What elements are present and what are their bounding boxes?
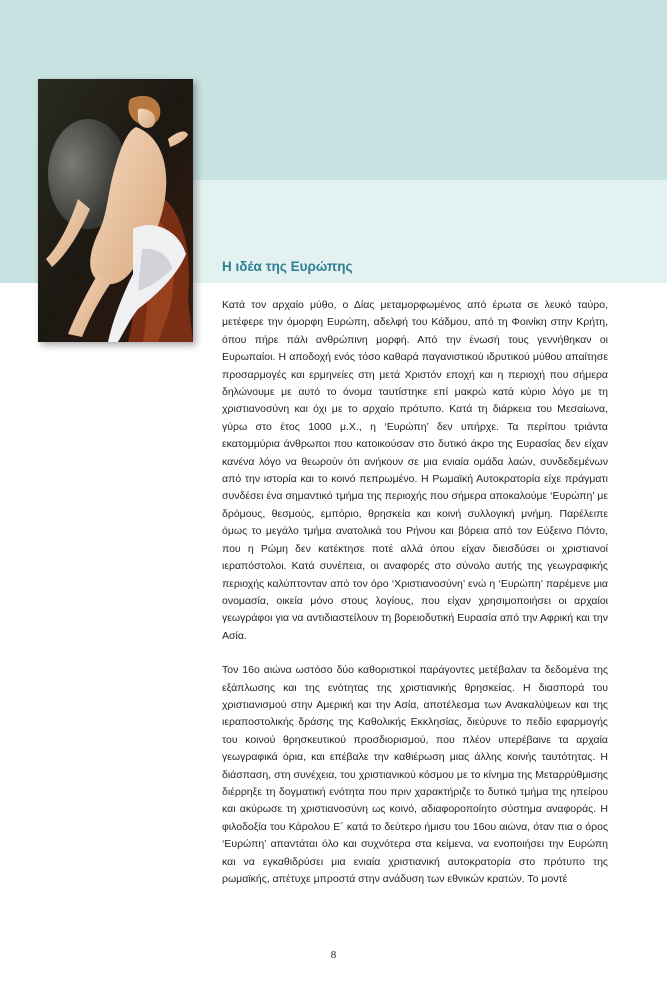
paragraph: Τον 16ο αιώνα ωστόσο δύο καθοριστικοί παράγοντες μετέβαλαν τα δεδομένα της εξάπλωσης και της ενότητας της χριστιανικής θρησκείας. Η διασπορά του χριστιανισμού στην Αμερική και την Ασία, αποτέλεσμα των Ανακαλύψεων και της ιεραποστολικής δράσης της Καθολικής Εκκλησίας, διεύρυνε το πεδίο εφαρμογής του κοινού θρησκευτικού προσδιορισμού, που πλέον υπερέβαινε τα αρχαία γεωγραφικά όρια, και επέβαλε την καθιέρωση μιας άλλης κοινής ταυτότητας. Η διάσπαση, στη συνέχεια, του χριστιανικού κόσμου με το κίνημα της Μεταρρύθμισης διέρρηξε τη δογματική ενότητα που πριν χαρακτήριζε το δυτικό τμήμα της ηπείρου και ακύρωσε τη χριστιανοσύνη ως κοινό, αδιαφοροποίητο σύστημα αναφοράς. Η φιλοδοξία του Κάρολου Ε΄ κατά το δεύτερο ήμισυ του 16ου αιώνα, όταν πια ο όρος ‘Ευρώπη’ απαντάται όλο και συχνότερα στα κείμενα, να ενοποιήσει την Ευρώπη και να εγκαθιδρύσει μια ενιαία χριστιανική αυτοκρατορία στο πρότυπο της ρωμαϊκής, απέτυχε μπροστά στην ανάδυση των εθνικών κρατών. Το μοντέ xyxy=(222,664,608,885)
page-number: 8 xyxy=(330,949,337,961)
body-text xyxy=(222,297,608,888)
painting-image xyxy=(38,79,193,342)
paragraph: Κατά τον αρχαίο μύθο, ο Δίας μεταμορφωμένος από έρωτα σε λευκό ταύρο, μετέφερε την όμορφη Ευρώπη, αδελφή του Κάδμου, από τη Φοινίκη στην Κρήτη, όπου πήρε πάλι ανθρώπινη μορφή. Από την ένωσή τους γεννήθηκαν οι Ευρωπαίοι. Η αποδοχή ενός τόσο καθαρά παγανιστικού ιδρυτικού μύθου απαίτησε προσαρμογές και ερμηνείες στη μετά Χριστόν εποχή και η περιοχή που σήμερα δηλώνουμε με αυτό το όνομα ταυτίστηκε επί μακρώ κατά κύριο λόγο με τη χριστιανοσύνη και όχι με το αρχαίο πρότυπο. Κατά τη διάρκεια του Μεσαίωνα, γύρω στο έτος 1000 μ.Χ., η ‘Ευρώπη’ δεν υπήρχε. Τα περίπου τριάντα εκατομμύρια άνθρωποι που κατοικούσαν στο δυτικό άκρο της Ευρασίας δεν είχαν κανένα λόγο να θεωρούν ότι ανήκουν σε μια ενιαία ομάδα λαών, συνδεδεμένων από την ιστορία και το κοινό πεπρωμένο. Η Ρωμαϊκή Αυτοκρατορία είχε πράγματι συνδέσει ένα σημαντικό τμήμα της περιοχής που σήμερα αποκαλούμε ‘Ευρώπη’ με δρόμους, θεσμούς, εμπόριο, θρησκεία και κοινή συλλογική μνήμη. Παρέλειπε όμως το μεγάλο τμήμα ανατολικά του Ρήνου και βόρεια από τον Εύξεινο Πόντο, που η Ρώμη δεν κατέκτησε ποτέ αλλά όπου είχαν διεισδύσει οι χριστιανοί ιεραπόστολοι. Κατά συνέπεια, οι αναφορές στο σύνολο αυτής της γεωγραφικής περιοχής καλύπτονταν από τον όρο ‘Χριστιανοσύνη’ ενώ η ‘Ευρώπη’ παρέμενε μια ονομασία, οικεία μόνο στους λογίους, που είχαν χρησιμοποιήσει οι αρχαίοι γεωγράφοι για να αντιδιαστείλουν τη βορειοδυτική Ευρασία από την Αφρική και την Ασία. xyxy=(222,299,608,642)
section-title: Η ιδέα της Ευρώπης xyxy=(222,259,353,274)
